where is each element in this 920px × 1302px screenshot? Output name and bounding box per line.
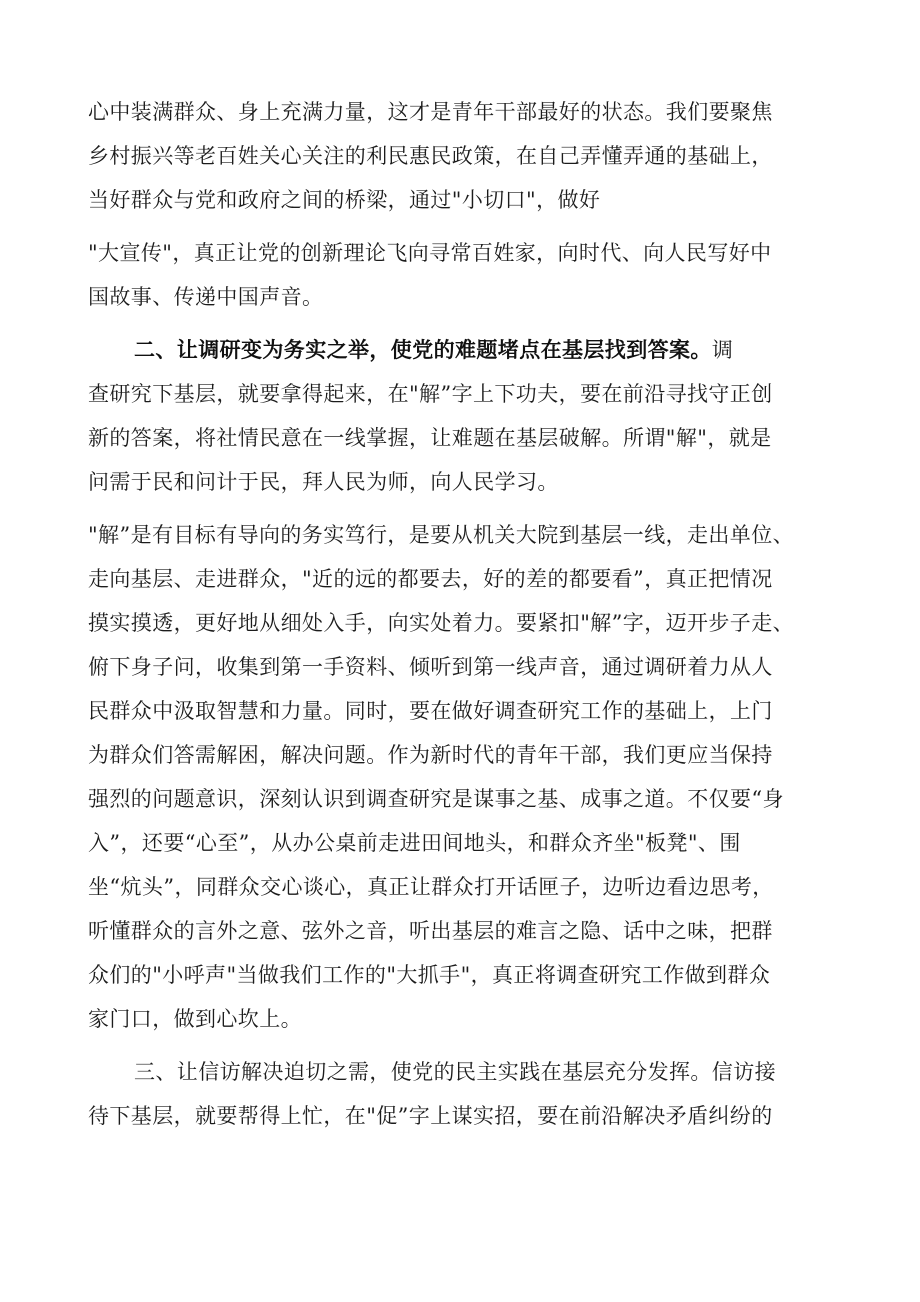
section-heading-line bbox=[134, 335, 733, 365]
paragraph-line: 国故事、传递中国声音。 bbox=[88, 285, 324, 309]
paragraph-line: 民群众中汲取智慧和力量。同时，要在做好调查研究工作的基础上，上门 bbox=[88, 699, 773, 723]
section-heading-three-line: 三、让信访解决迫切之需，使党的民主实践在基层充分发挥。信访接 bbox=[134, 1060, 776, 1084]
paragraph-text: 调 bbox=[711, 338, 734, 362]
paragraph-line: 众们的"小呼声"当做我们工作的"大抓手"，真正将调查研究工作做到群众 bbox=[88, 963, 771, 987]
paragraph-line: 听懂群众的言外之意、弦外之音，听出基层的难言之隐、话中之味，把群 bbox=[88, 919, 773, 943]
paragraph-line: 待下基层，就要帮得上忙，在"促”字上谋实招，要在前沿解决矛盾纠纷的 bbox=[88, 1104, 773, 1128]
paragraph-line: 查研究下基层，就要拿得起来，在"解”字上下功夫，要在前沿寻找守正创 bbox=[88, 382, 773, 406]
paragraph-line: 为群众们答需解困，解决问题。作为新时代的青年干部，我们更应当保持 bbox=[88, 743, 773, 767]
paragraph-line: "解”是有目标有导向的务实笃行，是要从机关大院到基层一线，走出单位、 bbox=[88, 523, 794, 547]
section-heading-two: 二、让调研变为务实之举，使党的难题堵点在基层找到答案。 bbox=[134, 337, 712, 362]
paragraph-line: 乡村振兴等老百姓关心关注的利民惠民政策，在自己弄懂弄通的基础上， bbox=[88, 144, 773, 168]
paragraph-line: 家门口，做到心坎上。 bbox=[88, 1007, 302, 1031]
paragraph-line: 坐“炕头”，同群众交心谈心，真正让群众打开话匣子，边听边看边思考， bbox=[88, 875, 774, 899]
paragraph-line: 摸实摸透，更好地从细处入手，向实处着力。要紧扣"解”字，迈开步子走、 bbox=[88, 611, 794, 635]
paragraph-line: 心中装满群众、身上充满力量，这才是青年干部最好的状态。我们要聚焦 bbox=[88, 100, 773, 124]
paragraph-line: 入”，还要“心至”，从办公桌前走进田间地头，和群众齐坐"板凳"、围 bbox=[88, 831, 741, 855]
paragraph-line: 走向基层、走进群众，"近的远的都要去，好的差的都要看”，真正把情况 bbox=[88, 567, 773, 591]
paragraph-line: 强烈的问题意识，深刻认识到调查研究是谋事之基、成事之道。不仅要“身 bbox=[88, 787, 784, 811]
paragraph-line: 问需于民和问计于民，拜人民为师，向人民学习。 bbox=[88, 470, 559, 494]
paragraph-line: 俯下身子问，收集到第一手资料、倾听到第一线声音，通过调研着力从人 bbox=[88, 655, 773, 679]
paragraph-line: "大宣传"，真正让党的创新理论飞向寻常百姓家，向时代、向人民写好中 bbox=[88, 241, 772, 265]
paragraph-line: 新的答案，将社情民意在一线掌握，让难题在基层破解。所谓"解"，就是 bbox=[88, 426, 772, 450]
paragraph-line: 当好群众与党和政府之间的桥梁，通过"小切口"，做好 bbox=[88, 188, 601, 212]
